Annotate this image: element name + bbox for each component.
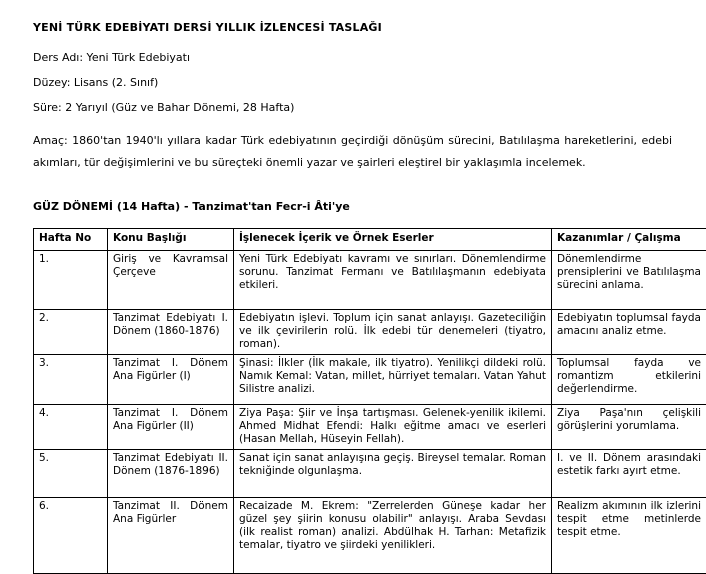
col-header-kazanim: Kazanımlar / Çalışma <box>552 229 706 251</box>
purpose-paragraph: Amaç: 1860'tan 1940'lı yıllara kadar Türk edebiyatının geçirdiği dönüşüm sürecini, Batılılaşma hareketlerini, edebi akımları, tür değişimlerini ve bu süreçteki önemli yazar ve şairleri eleştirel bir yaklaşımla incelemek. <box>33 130 672 174</box>
cell-hafta-no: 1. <box>34 251 108 310</box>
cell-hafta-no: 6. <box>34 498 108 574</box>
cell-kazanim: Ziya Paşa'nın çelişkili görüşlerini yorumlama. <box>552 405 706 450</box>
table-row <box>34 310 706 355</box>
duration-line: Süre: 2 Yarıyıl (Güz ve Bahar Dönemi, 28 Hafta) <box>33 101 672 114</box>
table-body <box>34 251 706 574</box>
cell-kazanim: Dönemlendirme prensiplerini ve Batılılaşma sürecini anlama. <box>552 251 706 310</box>
col-header-hafta-no: Hafta No <box>34 229 108 251</box>
table-row <box>34 450 706 498</box>
cell-icerik: Sanat için sanat anlayışına geçiş. Bireysel temalar. Roman tekniğinde olgunlaşma. <box>234 450 552 498</box>
cell-icerik: Yeni Türk Edebiyatı kavramı ve sınırları. Dönemlendirme sorunu. Tanzimat Fermanı ve Batılılaşmanın edebiyata etkileri. <box>234 251 552 310</box>
table-row <box>34 498 706 574</box>
cell-icerik: Ziya Paşa: Şiir ve İnşa tartışması. Gelenek-yenilik ikilemi. Ahmed Midhat Efendi: Halkı eğitme amacı ve eserleri (Hasan Mellah, Hüseyin Fellah). <box>234 405 552 450</box>
cell-kazanim: Toplumsal fayda ve romantizm etkilerini değerlendirme. <box>552 355 706 405</box>
header-row <box>34 229 706 251</box>
cell-hafta-no: 4. <box>34 405 108 450</box>
col-header-konu: Konu Başlığı <box>108 229 234 251</box>
level-line: Düzey: Lisans (2. Sınıf) <box>33 76 672 89</box>
cell-konu: Tanzimat I. Dönem Ana Figürler (I) <box>108 355 234 405</box>
col-header-icerik: İşlenecek İçerik ve Örnek Eserler <box>234 229 552 251</box>
course-name-line: Ders Adı: Yeni Türk Edebiyatı <box>33 51 672 64</box>
cell-konu: Tanzimat I. Dönem Ana Figürler (II) <box>108 405 234 450</box>
table-row <box>34 251 706 310</box>
table-row <box>34 405 706 450</box>
syllabus-table <box>33 228 706 574</box>
cell-hafta-no: 5. <box>34 450 108 498</box>
cell-hafta-no: 2. <box>34 310 108 355</box>
cell-kazanim: Edebiyatın toplumsal fayda amacını analiz etme. <box>552 310 706 355</box>
cell-kazanim: I. ve II. Dönem arasındaki estetik farkı ayırt etme. <box>552 450 706 498</box>
cell-hafta-no: 3. <box>34 355 108 405</box>
cell-icerik: Şinasi: İlkler (İlk makale, ilk tiyatro). Yenilikçi dildeki rolü. Namık Kemal: Vatan, millet, hürriyet temaları. Vatan Yahut Silistre analizi. <box>234 355 552 405</box>
cell-icerik: Recaizade M. Ekrem: "Zerrelerden Güneşe kadar her güzel şey şiirin konusu olabilir" anlayışı. Araba Sevdası (ilk realist roman) analizi. Abdülhak H. Tarhan: Metafizik temalar, tiyatro ve şiirdeki yenilikleri. <box>234 498 552 574</box>
cell-konu: Tanzimat Edebiyatı I. Dönem (1860-1876) <box>108 310 234 355</box>
table-row <box>34 355 706 405</box>
document-title: YENİ TÜRK EDEBİYATI DERSİ YILLIK İZLENCESİ TASLAĞI <box>33 21 672 34</box>
cell-kazanim: Realizm akımının ilk izlerini tespit etme metinlerde tespit etme. <box>552 498 706 574</box>
cell-konu: Giriş ve Kavramsal Çerçeve <box>108 251 234 310</box>
table-header <box>34 229 706 251</box>
cell-icerik: Edebiyatın işlevi. Toplum için sanat anlayışı. Gazeteciliğin ve ilk çevirilerin rolü. İlk edebi tür denemeleri (tiyatro, roman). <box>234 310 552 355</box>
cell-konu: Tanzimat Edebiyatı II. Dönem (1876-1896) <box>108 450 234 498</box>
fall-term-section-heading: GÜZ DÖNEMİ (14 Hafta) - Tanzimat'tan Fecr-i Âti'ye <box>33 200 672 213</box>
cell-konu: Tanzimat II. Dönem Ana Figürler <box>108 498 234 574</box>
